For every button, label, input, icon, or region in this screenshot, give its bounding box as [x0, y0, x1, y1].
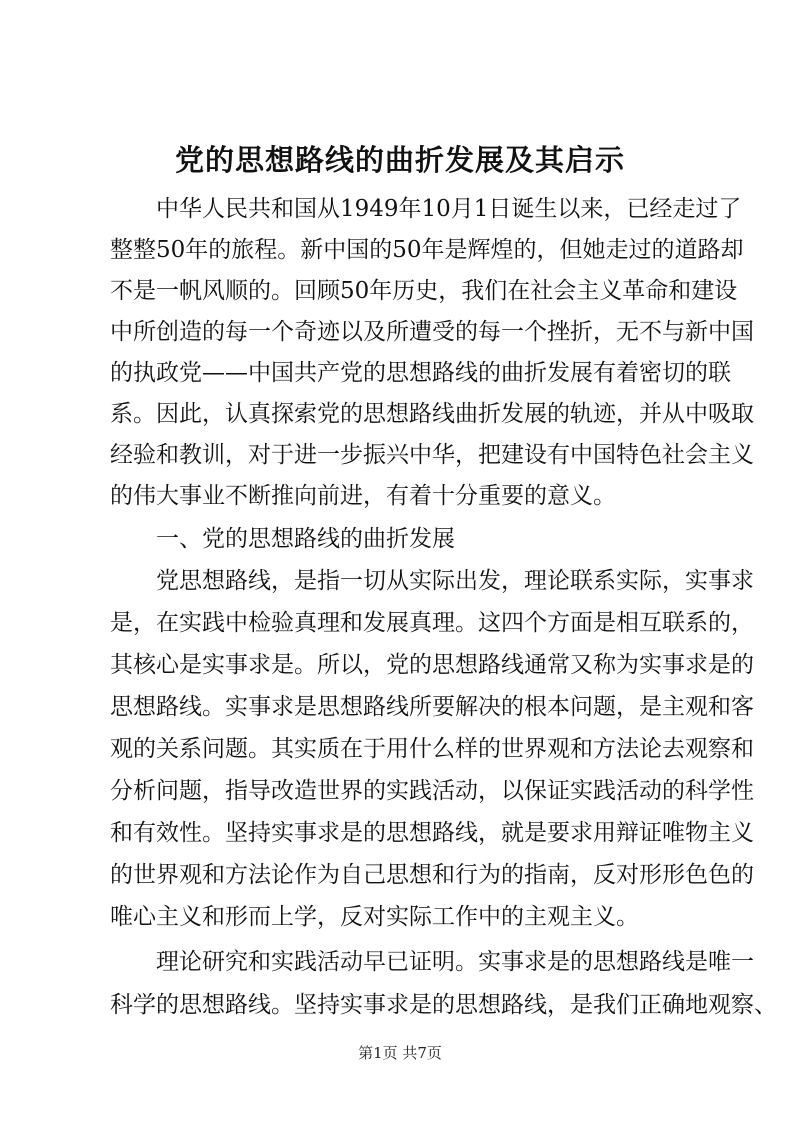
- paragraph-line: 其核心是实事求是。所以，党的思想路线通常又称为实事求是的: [110, 652, 754, 678]
- paragraph-line: 不是一帆风顺的。回顾50年历史，我们在社会主义革命和建设: [110, 278, 738, 304]
- page-number-footer: 第1页 共7页: [358, 1044, 442, 1062]
- paragraph-line: 和有效性。坚持实事求是的思想路线，就是要求用辩证唯物主义: [110, 820, 754, 846]
- paragraph-line: 中华人民共和国从1949年10月1日诞生以来，已经走过了: [156, 196, 742, 222]
- paragraph-line: 系。因此，认真探索党的思想路线曲折发展的轨迹，并从中吸取: [110, 401, 754, 427]
- paragraph-line: 经验和教训，对于进一步振兴中华，把建设有中国特色社会主义: [110, 442, 754, 468]
- paragraph-line: 的世界观和方法论作为自己思想和行为的指南，反对形形色色的: [110, 862, 754, 888]
- paragraph-line: 科学的思想路线。坚持实事求是的思想路线，是我们正确地观察、: [110, 992, 777, 1018]
- paragraph-line: 党思想路线，是指一切从实际出发，理论联系实际，实事求: [156, 568, 754, 594]
- paragraph-line: 是，在实践中检验真理和发展真理。这四个方面是相互联系的，: [110, 610, 754, 636]
- paragraph-line: 唯心主义和形而上学，反对实际工作中的主观主义。: [110, 904, 639, 930]
- paragraph-line: 的伟大事业不断推向前进，有着十分重要的意义。: [110, 483, 616, 509]
- paragraph-line: 整整50年的旅程。新中国的50年是辉煌的，但她走过的道路却: [110, 237, 744, 263]
- paragraph-line: 观的关系问题。其实质在于用什么样的世界观和方法论去观察和: [110, 736, 754, 762]
- section-heading: 一、党的思想路线的曲折发展: [156, 526, 455, 552]
- paragraph-line: 的执政党——中国共产党的思想路线的曲折发展有着密切的联: [110, 360, 731, 386]
- paragraph-line: 思想路线。实事求是思想路线所要解决的根本问题，是主观和客: [110, 694, 754, 720]
- paragraph-line: 理论研究和实践活动早已证明。实事求是的思想路线是唯一: [156, 949, 754, 975]
- paragraph-line: 分析问题，指导改造世界的实践活动，以保证实践活动的科学性: [110, 778, 754, 804]
- document-title: 党的思想路线的曲折发展及其启示: [174, 143, 625, 177]
- paragraph-line: 中所创造的每一个奇迹以及所遭受的每一个挫折，无不与新中国: [110, 319, 754, 345]
